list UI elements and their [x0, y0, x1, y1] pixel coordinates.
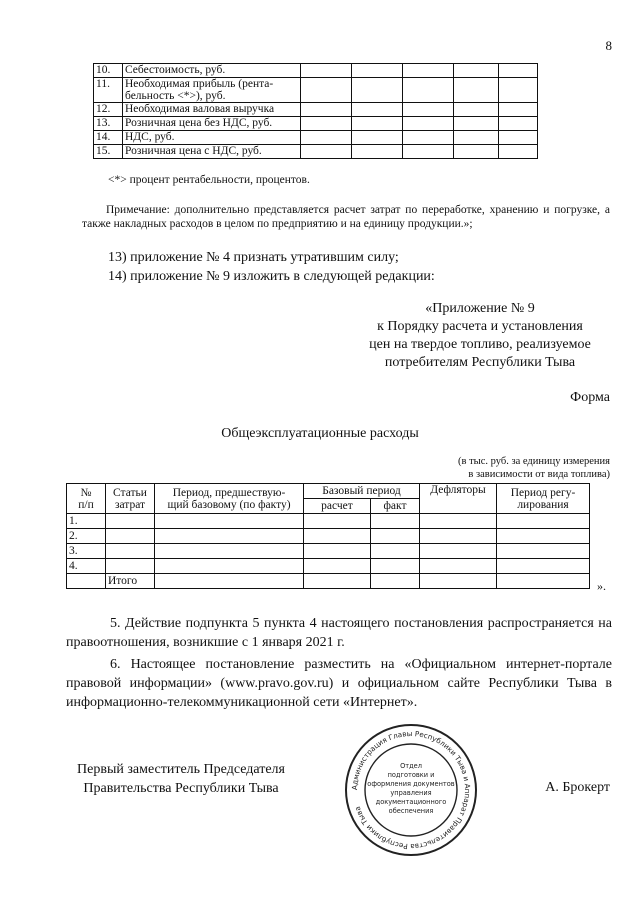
paragraph-5: 5. Действие подпункта 5 пункта 4 настоящего постановления распространяется на правоотношения, возникшие с 1 января 2021 г. [66, 616, 612, 650]
row-number: 3. [67, 544, 106, 559]
header-base-period: Базовый период [304, 484, 420, 499]
table-row [94, 103, 538, 117]
stamp-center-line: Отдел [400, 762, 422, 770]
header-fact: факт [371, 499, 420, 514]
header-row [67, 484, 590, 499]
table-row [94, 131, 538, 145]
row-label: Розничная цена без НДС, руб. [123, 117, 301, 131]
appendix-line: цен на твердое топливо, реализуемое [369, 337, 591, 352]
row-number: 4. [67, 559, 106, 574]
row-number: 11. [94, 78, 123, 103]
expenses-form-table [66, 483, 590, 589]
header-deflators: Дефляторы [420, 484, 497, 514]
footnote: <*> процент рентабельности, процентов. [108, 174, 310, 186]
official-stamp [343, 722, 479, 858]
units-line: в зависимости от вида топлива) [468, 469, 610, 480]
position-line: Первый заместитель Председателя [77, 762, 285, 777]
signatory-name: А. Брокерт [545, 780, 610, 795]
stamp-center-line: документационного [375, 798, 447, 806]
appendix-line: потребителям Республики Тыва [384, 355, 576, 370]
row-number: 10. [94, 64, 123, 78]
row-label-line2: бельность <*>), руб. [125, 90, 226, 102]
appendix-line: к Порядку расчета и установления [377, 319, 583, 334]
row-number: 14. [94, 131, 123, 145]
row-label: НДС, руб. [123, 131, 301, 145]
cost-table [93, 63, 538, 159]
table-row [94, 117, 538, 131]
item-13: 13) приложение № 4 признать утратившим силу; [108, 250, 399, 265]
table-row [67, 544, 590, 559]
row-number: 13. [94, 117, 123, 131]
table-row [67, 529, 590, 544]
row-label: Необходимая валовая выручка [123, 103, 301, 117]
table-row [67, 514, 590, 529]
header-calc: расчет [304, 499, 371, 514]
stamp-center-line: обеспечения [388, 807, 434, 815]
form-title: Общеэксплуатационные расходы [221, 426, 419, 441]
appendix-header [350, 300, 610, 372]
stamp-ring-text: Администрация Главы Республики Тыва и Аппарат Правительства Республики Тыва [349, 728, 473, 852]
units-note [458, 455, 610, 481]
row-number: 2. [67, 529, 106, 544]
signatory-position [66, 760, 296, 798]
paragraph-6: 6. Настоящее постановление разместить на «Официальном интернет-портале правовой информации» (www.pravo.gov.ru) и официальном сайте Республики Тыва в информационно-телекоммуникационной сети «Интернет». [66, 657, 612, 710]
row-label: Розничная цена с НДС, руб. [123, 145, 301, 159]
row-number: 12. [94, 103, 123, 117]
position-line: Правительства Республики Тыва [83, 781, 279, 796]
header-num: № п/п [67, 484, 106, 514]
row-label [123, 78, 301, 103]
stamp-center-line: управления [390, 789, 432, 797]
stamp-center-line: подготовки и [387, 771, 435, 779]
table-row [94, 64, 538, 78]
item-14: 14) приложение № 9 изложить в следующей редакции: [108, 269, 435, 284]
table-row [67, 559, 590, 574]
table-row [94, 145, 538, 159]
table-row [94, 78, 538, 103]
note: Примечание: дополнительно представляется расчет затрат по переработке, хранению и погрузке, а также накладных расходов в целом по предприятию и на единицу продукции.»; [82, 204, 610, 230]
appendix-line: «Приложение № 9 [425, 301, 535, 316]
stamp-center-line: оформления документов [367, 780, 455, 788]
row-number: 15. [94, 145, 123, 159]
closing-quote: ». [597, 579, 606, 593]
header-reg-period: Период регу- лирования [497, 484, 590, 514]
form-label: Форма [570, 390, 610, 405]
header-items: Статьи затрат [106, 484, 155, 514]
total-row [67, 574, 590, 589]
page-number: 8 [605, 38, 612, 53]
units-line: (в тыс. руб. за единицу измерения [458, 456, 610, 467]
row-label-line1: Необходимая прибыль (рента- [125, 78, 274, 90]
header-prev-period: Период, предшествую- щий базовому (по факту) [155, 484, 304, 514]
row-label: Себестоимость, руб. [123, 64, 301, 78]
row-number: 1. [67, 514, 106, 529]
total-label: Итого [106, 574, 155, 589]
